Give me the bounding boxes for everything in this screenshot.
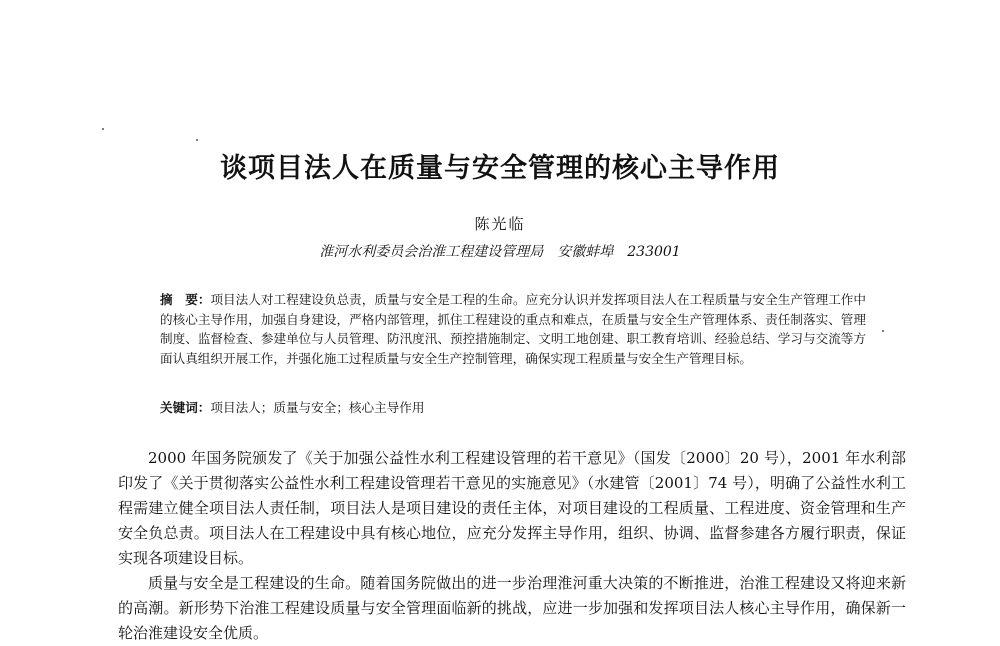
scan-speck <box>882 330 884 332</box>
body-paragraph: 2000 年国务院颁发了《关于加强公益性水利工程建设管理的若干意见》（国发〔2000〕20 号），2001 年水利部印发了《关于贯彻落实公益性水利工程建设管理若干意见的实施意见》（水建管〔2001〕74 号），明确了公益性水利工程需建立健全项目法人责任制，项目法人是项目建设的责任主体，对项目建设的工程质量、工程进度、资金管理和生产安全负总责。项目法人在工程建设中具有核心地位，应充分发挥主导作用，组织、协调、监督参建各方履行职责，保证实现各项建设目标。 <box>118 449 906 567</box>
keywords-text: 项目法人；质量与安全；核心主导作用 <box>210 400 425 415</box>
keywords-label: 关键词： <box>160 400 211 415</box>
body-paragraph: 质量与安全是工程建设的生命。随着国务院做出的进一步治理淮河重大决策的不断推进，治淮工程建设又将迎来新的高潮。新形势下治淮工程建设质量与安全管理面临新的挑战，应进一步加强和发挥项目法人核心主导作用，确保新一轮治淮建设安全优质。 <box>118 574 906 642</box>
article-body <box>118 446 906 646</box>
keywords-block <box>160 398 866 417</box>
scan-speck <box>196 139 198 141</box>
abstract-text: 项目法人对工程建设负总责，质量与安全是工程的生命。应充分认识并发挥项目法人在工程质量与安全生产管理工作中的核心主导作用，加强自身建设，严格内部管理，抓住工程建设的重点和难点，在质量与安全生产管理体系、责任制落实、管理制度、监督检查、参建单位与人员管理、防汛度汛、预控措施制定、文明工地创建、职工教育培训、经验总结、学习与交流等方面认真组织开展工作，并强化施工过程质量与安全生产控制管理，确保实现工程质量与安全生产管理目标。 <box>160 292 867 366</box>
article-title: 谈项目法人在质量与安全管理的核心主导作用 <box>220 153 780 184</box>
abstract-block <box>160 290 866 368</box>
article-author: 陈光临 <box>474 215 526 233</box>
scan-speck <box>102 128 104 130</box>
abstract-label: 摘 要： <box>160 292 211 307</box>
article-affiliation: 淮河水利委员会治淮工程建设管理局 安徽蚌埠 233001 <box>319 244 681 260</box>
